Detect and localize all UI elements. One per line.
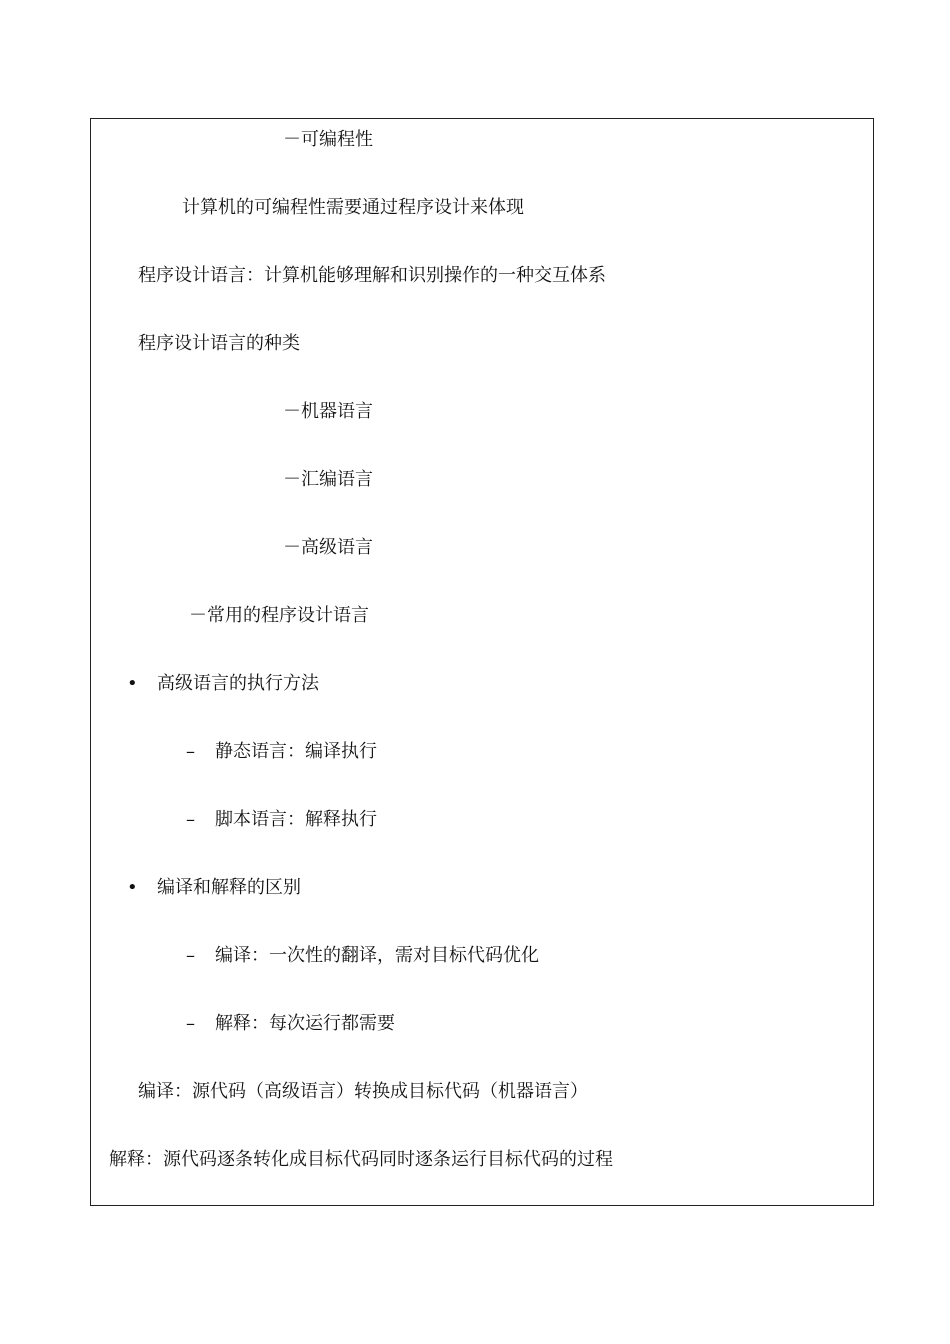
text-common-languages: －常用的程序设计语言 [189, 605, 369, 626]
text-programmability: －可编程性 [283, 129, 373, 150]
text-high-level-language: －高级语言 [283, 537, 373, 558]
text-interpret-definition: 解释：源代码逐条转化成目标代码同时逐条运行目标代码的过程 [109, 1149, 613, 1170]
bullet-marker: • [127, 673, 138, 694]
text-compile-definition: 编译：源代码（高级语言）转换成目标代码（机器语言） [138, 1081, 588, 1102]
text-assembly-language: －汇编语言 [283, 469, 373, 490]
text-machine-language: －机器语言 [283, 401, 373, 422]
text-compile-desc: 编译：一次性的翻译，需对目标代码优化 [215, 945, 539, 966]
text-programmability-desc: 计算机的可编程性需要通过程序设计来体现 [182, 197, 524, 218]
bullet-marker: • [127, 877, 138, 898]
dash-marker: – [186, 945, 195, 966]
text-language-definition: 程序设计语言：计算机能够理解和识别操作的一种交互体系 [138, 265, 606, 286]
text-interpret-desc: 解释：每次运行都需要 [215, 1013, 395, 1034]
text-compile-vs-interpret: 编译和解释的区别 [157, 877, 301, 898]
text-execution-methods: 高级语言的执行方法 [157, 673, 319, 694]
text-language-types-heading: 程序设计语言的种类 [138, 333, 300, 354]
dash-marker: – [186, 1013, 195, 1034]
text-script-language: 脚本语言：解释执行 [215, 809, 377, 830]
text-static-language: 静态语言：编译执行 [215, 741, 377, 762]
dash-marker: – [186, 741, 195, 762]
dash-marker: – [186, 809, 195, 830]
